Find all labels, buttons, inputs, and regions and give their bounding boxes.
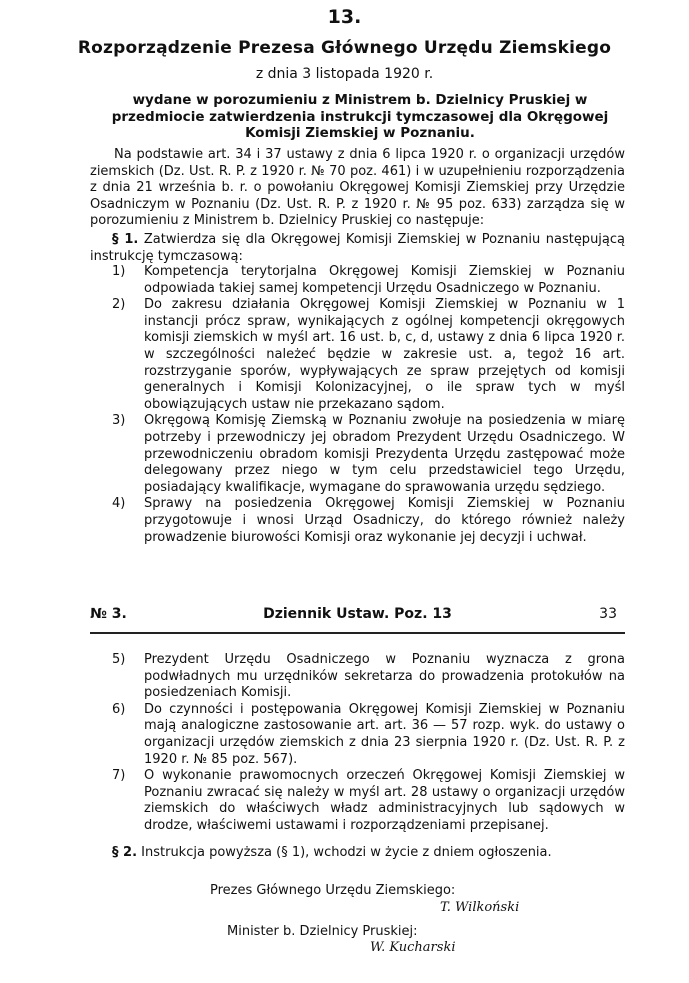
item-text: Prezydent Urzędu Osadniczego w Poznaniu wyznacza z grona podwładnych mu urzędników sekretarza do prowadzenia protokułów na posiedzeniach Komisji. [144, 652, 625, 701]
section-1-text: Zatwierdza się dla Okręgowej Komisji Ziemskiej w Poznaniu następującą instrukcję tymczasową: [90, 232, 625, 264]
item-text: Okręgową Komisję Ziemską w Poznaniu zwołuje na posiedzenia w miarę potrzeby i przewodniczy jej obradom Prezydent Urzędu Osadniczego. W przewodniczeniu obradom komisji Prezydenta Urzędu zastępować może delegowany przez niego w tym celu przedstawiciel tego Urzędu, posiadający kwalifikacje, wymagane do sprawowania urzędu sędziego. [144, 413, 625, 495]
signatory-1-name: T. Wilkoński [440, 900, 520, 915]
list-item [90, 413, 625, 496]
instruction-list-part1 [90, 264, 625, 546]
list-item [90, 496, 625, 546]
issue-number: № 3. [90, 606, 127, 622]
list-item [90, 702, 625, 768]
item-text: Do zakresu działania Okręgowej Komisji Ziemskiej w Poznaniu w 1 instancji prócz spraw, wynikających z ogólnej kompetencji okręgowych komisji ziemskich w myśl art. 16 ust. b, c, d, ustawy z dnia 6 lipca 1920 r. w szczególności należeć będzie w zakresie ust. a, tegoż 16 art. rozstrzyganie sporów, wypływających ze spraw przejętych od komisji generalnych i Komisji Kolonizacyjnej, o ile spraw tych w myśl obowiązujących ustaw nie przekazano sądom. [144, 297, 625, 412]
item-text: Kompetencja terytorjalna Okręgowej Komisji Ziemskiej w Poznaniu odpowiada takiej samej kompetencji Urzędu Osadniczego w Poznaniu. [144, 264, 625, 296]
item-number: 2) [112, 297, 126, 313]
section-1-label: § 1. [112, 232, 139, 247]
item-number: 6) [112, 701, 126, 717]
item-text: Sprawy na posiedzenia Okręgowej Komisji Ziemskiej w Poznaniu przygotowuje i wnosi Urząd Osadniczy, do którego również należy prowadzenie biurowości Komisji oraz wykonanie jej decyzji i uchwał. [144, 496, 625, 545]
item-text: Do czynności i postępowania Okręgowej Komisji Ziemskiej w Poznaniu mają analogiczne zastosowanie art. art. 36 — 57 rozp. wyk. do ustawy o organizacji urzędów ziemskich z dnia 23 sierpnia 1920 r. (Dz. Ust. R. P. z 1920 r. № 85 poz. 567). [144, 701, 625, 767]
signatory-2-name: W. Kucharski [370, 940, 456, 955]
section-2-text: Instrukcja powyższa (§ 1), wchodzi w życie z dniem ogłoszenia. [141, 845, 552, 860]
act-date: z dnia 3 listopada 1920 r. [255, 66, 434, 82]
page-number: 33 [599, 606, 617, 622]
item-text: O wykonanie prawomocnych orzeczeń Okręgowej Komisji Ziemskiej w Poznaniu zwracać się należy w myśl art. 28 ustawy o organizacji urzędów ziemskich do właściwych władz administracyjnych lub sądowych w drodze, właściwemi ustawami i rozporządzeniami przepisanej. [144, 768, 625, 833]
act-number: 13. [327, 6, 362, 28]
list-item [90, 652, 625, 702]
page-footer [90, 606, 625, 628]
list-item [90, 297, 625, 413]
item-number: 7) [112, 768, 126, 784]
section-1-paragraph [90, 232, 625, 265]
signatory-1-role: Prezes Głównego Urzędu Ziemskiego: [210, 883, 456, 898]
section-2-label: § 2. [112, 845, 138, 860]
instruction-list-part2 [90, 652, 625, 835]
list-item [90, 264, 625, 297]
intro-paragraph: Na podstawie art. 34 i 37 ustawy z dnia 6 lipca 1920 r. o organizacji urzędów ziemskich (Dz. Ust. R. P. z 1920 r. № 70 poz. 461) i w uzupełnieniu rozporządzenia z dnia 21 września b. r. o powołaniu Okręgowej Komisji Ziemskiej przy Urzędzie Osadniczym w Poznaniu (Dz. Ust. R. P. z 1920 r. № 95 poz. 633) zarządza się w porozumieniu z Ministrem b. Dzielnicy Pruskiej co następuje: [90, 147, 625, 229]
item-number: 5) [112, 652, 126, 667]
footer-divider [90, 632, 625, 634]
item-number: 1) [112, 264, 126, 279]
list-item [90, 768, 625, 834]
item-number: 3) [112, 413, 126, 429]
journal-title: Dziennik Ustaw. Poz. 13 [263, 606, 452, 622]
act-subtitle: wydane w porozumieniu z Ministrem b. Dzielnicy Pruskiej w przedmiocie zatwierdzenia instrukcji tymczasowej dla Okręgowej Komisji Ziemskiej w Poznaniu. [111, 92, 609, 141]
section-2-paragraph [90, 845, 625, 862]
act-title: Rozporządzenie Prezesa Głównego Urzędu Ziemskiego [77, 38, 612, 58]
item-number: 4) [112, 496, 126, 512]
signatory-2-role: Minister b. Dzielnicy Pruskiej: [227, 924, 418, 939]
